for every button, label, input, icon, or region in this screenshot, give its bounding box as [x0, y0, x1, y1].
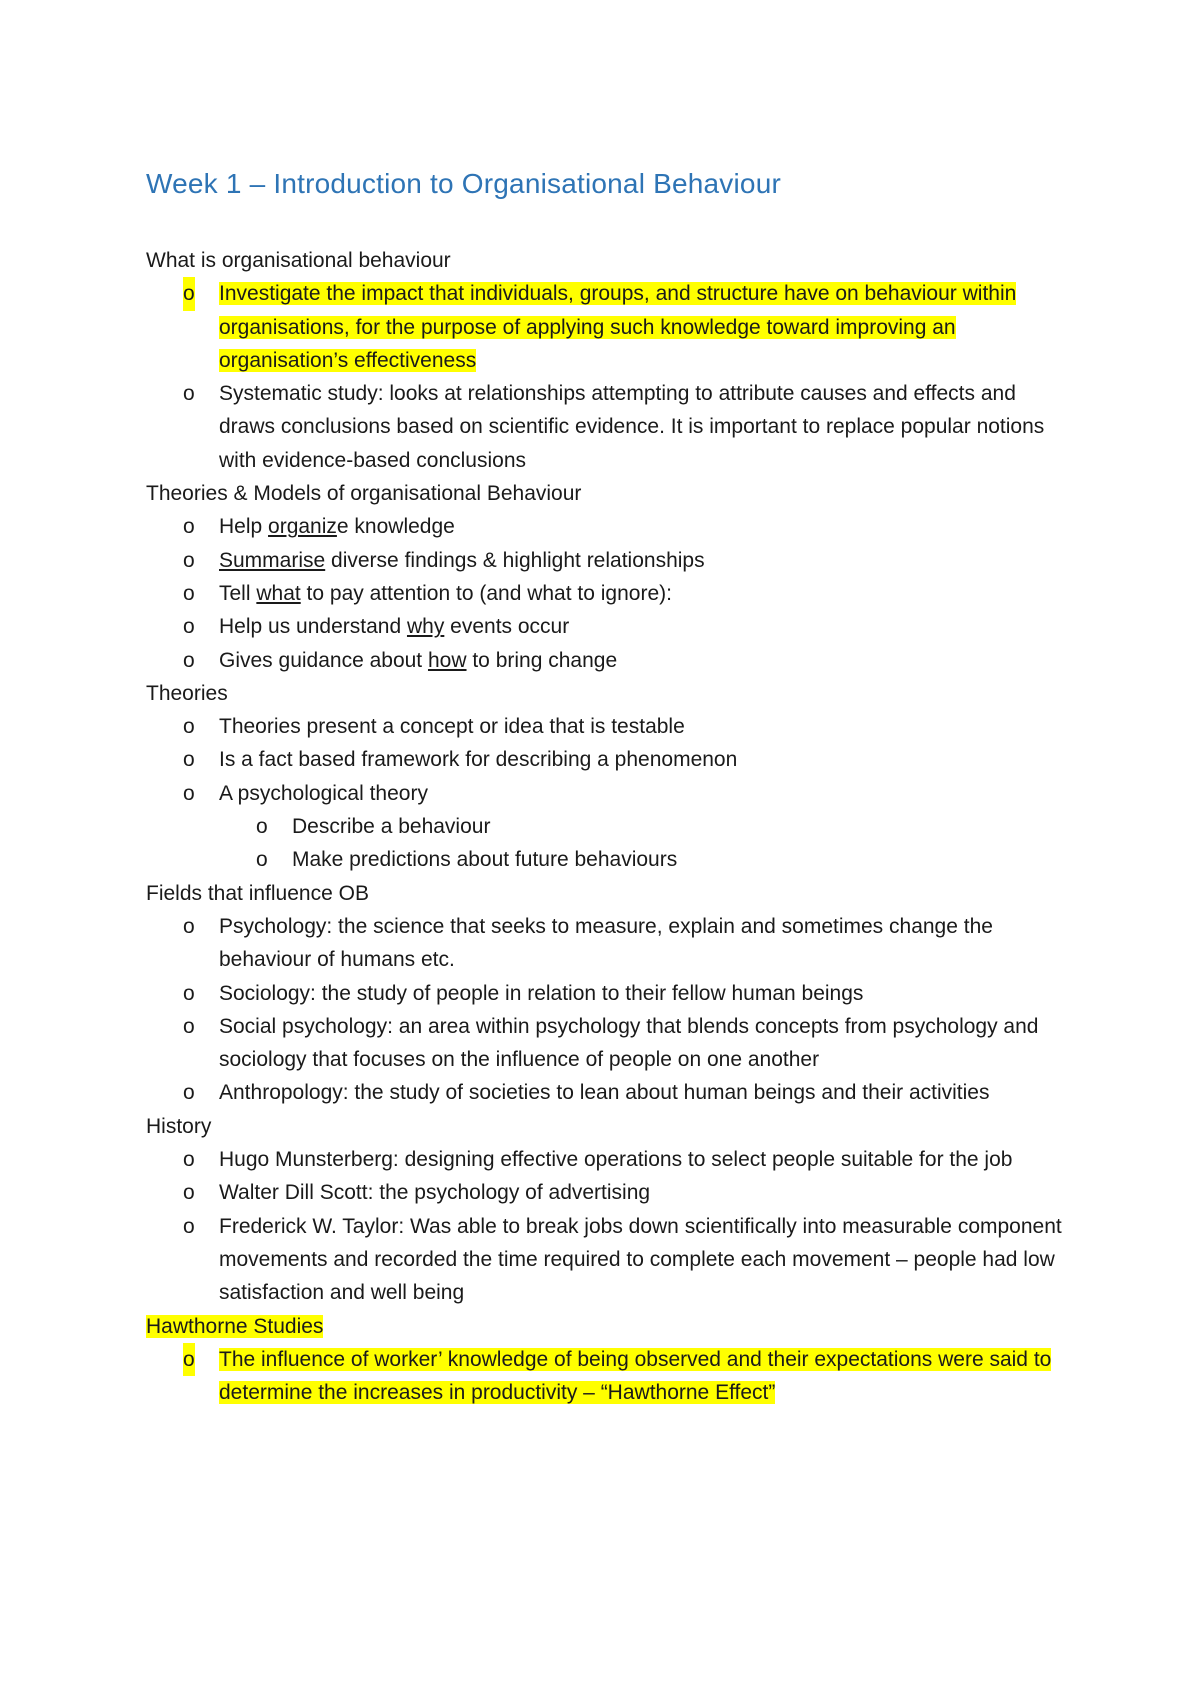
bullet-marker: o — [183, 914, 195, 938]
underlined-word: Summarise — [219, 548, 326, 572]
bullet-marker: o — [183, 1343, 195, 1376]
section-heading-fields: Fields that influence OB — [146, 881, 369, 905]
bullet-marker: o — [183, 277, 195, 310]
bullet-marker: o — [183, 1081, 195, 1105]
theories-models-list — [146, 510, 1066, 676]
list-item — [146, 277, 1066, 377]
bullet-marker: o — [183, 981, 195, 1005]
text-fragment: Tell — [219, 581, 257, 605]
bullet-marker: o — [183, 648, 195, 672]
underlined-word: why — [406, 615, 445, 639]
fields-list — [146, 910, 1066, 1110]
list-item-text: Theories present a concept or idea that is testable — [219, 715, 685, 739]
list-item — [146, 777, 1066, 810]
hawthorne-list — [146, 1343, 1066, 1410]
bullet-marker: o — [256, 815, 268, 839]
list-item — [146, 710, 1066, 743]
list-item — [146, 1210, 1066, 1310]
text-fragment: to bring change — [466, 648, 618, 672]
text-fragment: diverse findings & highlight relationships — [325, 548, 705, 572]
list-item-text: Describe a behaviour — [292, 815, 491, 839]
text-fragment: events occur — [444, 615, 570, 639]
section-heading-what-is-ob: What is organisational behaviour — [146, 249, 451, 272]
highlighted-text: Investigate the impact that individuals, groups, and structure have on behaviour within organisations, for the purpose of applying such knowledge toward improving an organisation’s effectiveness — [219, 282, 1017, 372]
what-is-ob-list — [146, 277, 1066, 477]
text-fragment: to pay attention to (and what to ignore): — [300, 581, 672, 605]
bullet-marker: o — [183, 715, 195, 739]
bullet-marker: o — [183, 1148, 195, 1172]
bullet-marker: o — [183, 382, 195, 406]
theories-sublist — [146, 810, 1066, 877]
bullet-marker: o — [183, 1214, 195, 1238]
document-title: Week 1 – Introduction to Organisational Behaviour — [146, 168, 781, 199]
section-heading-hawthorne — [146, 1310, 1066, 1343]
theories-list — [146, 710, 1066, 810]
highlighted-text: The influence of worker’ knowledge of being observed and their expectations were said to determine the increases in productivity – “Hawthorne Effect” — [219, 1347, 1052, 1405]
history-list — [146, 1143, 1066, 1309]
bullet-marker: o — [183, 581, 195, 605]
bullet-marker: o — [183, 1181, 195, 1205]
list-item — [146, 1010, 1066, 1077]
list-item-text: Is a fact based framework for describing a phenomenon — [219, 748, 738, 772]
section-heading-history: History — [146, 1114, 212, 1138]
bullet-marker: o — [183, 615, 195, 639]
bullet-marker: o — [183, 1014, 195, 1038]
text-fragment: Help us understand — [219, 615, 407, 639]
section-heading-theories-models: Theories & Models of organisational Behaviour — [146, 482, 582, 506]
highlighted-heading: Hawthorne Studies — [146, 1314, 324, 1338]
underlined-word: organiz — [268, 515, 337, 539]
list-item — [146, 644, 1066, 677]
list-item-text: Anthropology: the study of societies to lean about human beings and their activities — [219, 1081, 990, 1105]
section-heading-theories: Theories — [146, 681, 228, 705]
list-item — [146, 377, 1066, 477]
list-item-text: Walter Dill Scott: the psychology of advertising — [219, 1181, 651, 1205]
list-item-text: Make predictions about future behaviours — [292, 848, 678, 872]
list-item-text: Sociology: the study of people in relation to their fellow human beings — [219, 981, 864, 1005]
list-item-text: A psychological theory — [219, 781, 428, 805]
list-item — [146, 510, 1066, 543]
list-item-text: Psychology: the science that seeks to measure, explain and sometimes change the behaviour of humans etc. — [219, 914, 993, 972]
list-item — [146, 544, 1066, 577]
list-item — [146, 1076, 1066, 1109]
text-fragment: e knowledge — [336, 515, 455, 539]
text-fragment: Help — [219, 515, 269, 539]
list-item-text: Hugo Munsterberg: designing effective operations to select people suitable for the job — [219, 1148, 1013, 1172]
list-item-text: Social psychology: an area within psychology that blends concepts from psychology and sociology that focuses on the influence of people on one another — [219, 1014, 1039, 1072]
document-body — [146, 244, 1066, 1409]
list-item-text: Systematic study: looks at relationships attempting to attribute causes and effects and draws conclusions based on scientific evidence. It is important to replace popular notions with evidence-based conclusions — [219, 382, 1045, 472]
list-item — [146, 910, 1066, 977]
list-item — [146, 1343, 1066, 1410]
list-item — [146, 1176, 1066, 1209]
sub-list-item — [146, 843, 1066, 876]
sub-list-item — [146, 810, 1066, 843]
list-item-text: Frederick W. Taylor: Was able to break jobs down scientifically into measurable component movements and recorded the time required to complete each movement – people had low satisfaction and well being — [219, 1214, 1062, 1305]
list-item — [146, 977, 1066, 1010]
bullet-marker: o — [183, 515, 195, 539]
underlined-word: what — [256, 581, 301, 605]
bullet-marker: o — [256, 848, 268, 872]
text-fragment: Gives guidance about — [219, 648, 428, 672]
list-item — [146, 743, 1066, 776]
underlined-word: how — [427, 648, 467, 672]
list-item — [146, 610, 1066, 643]
list-item — [146, 577, 1066, 610]
list-item — [146, 1143, 1066, 1176]
bullet-marker: o — [183, 748, 195, 772]
bullet-marker: o — [183, 781, 195, 805]
bullet-marker: o — [183, 548, 195, 572]
